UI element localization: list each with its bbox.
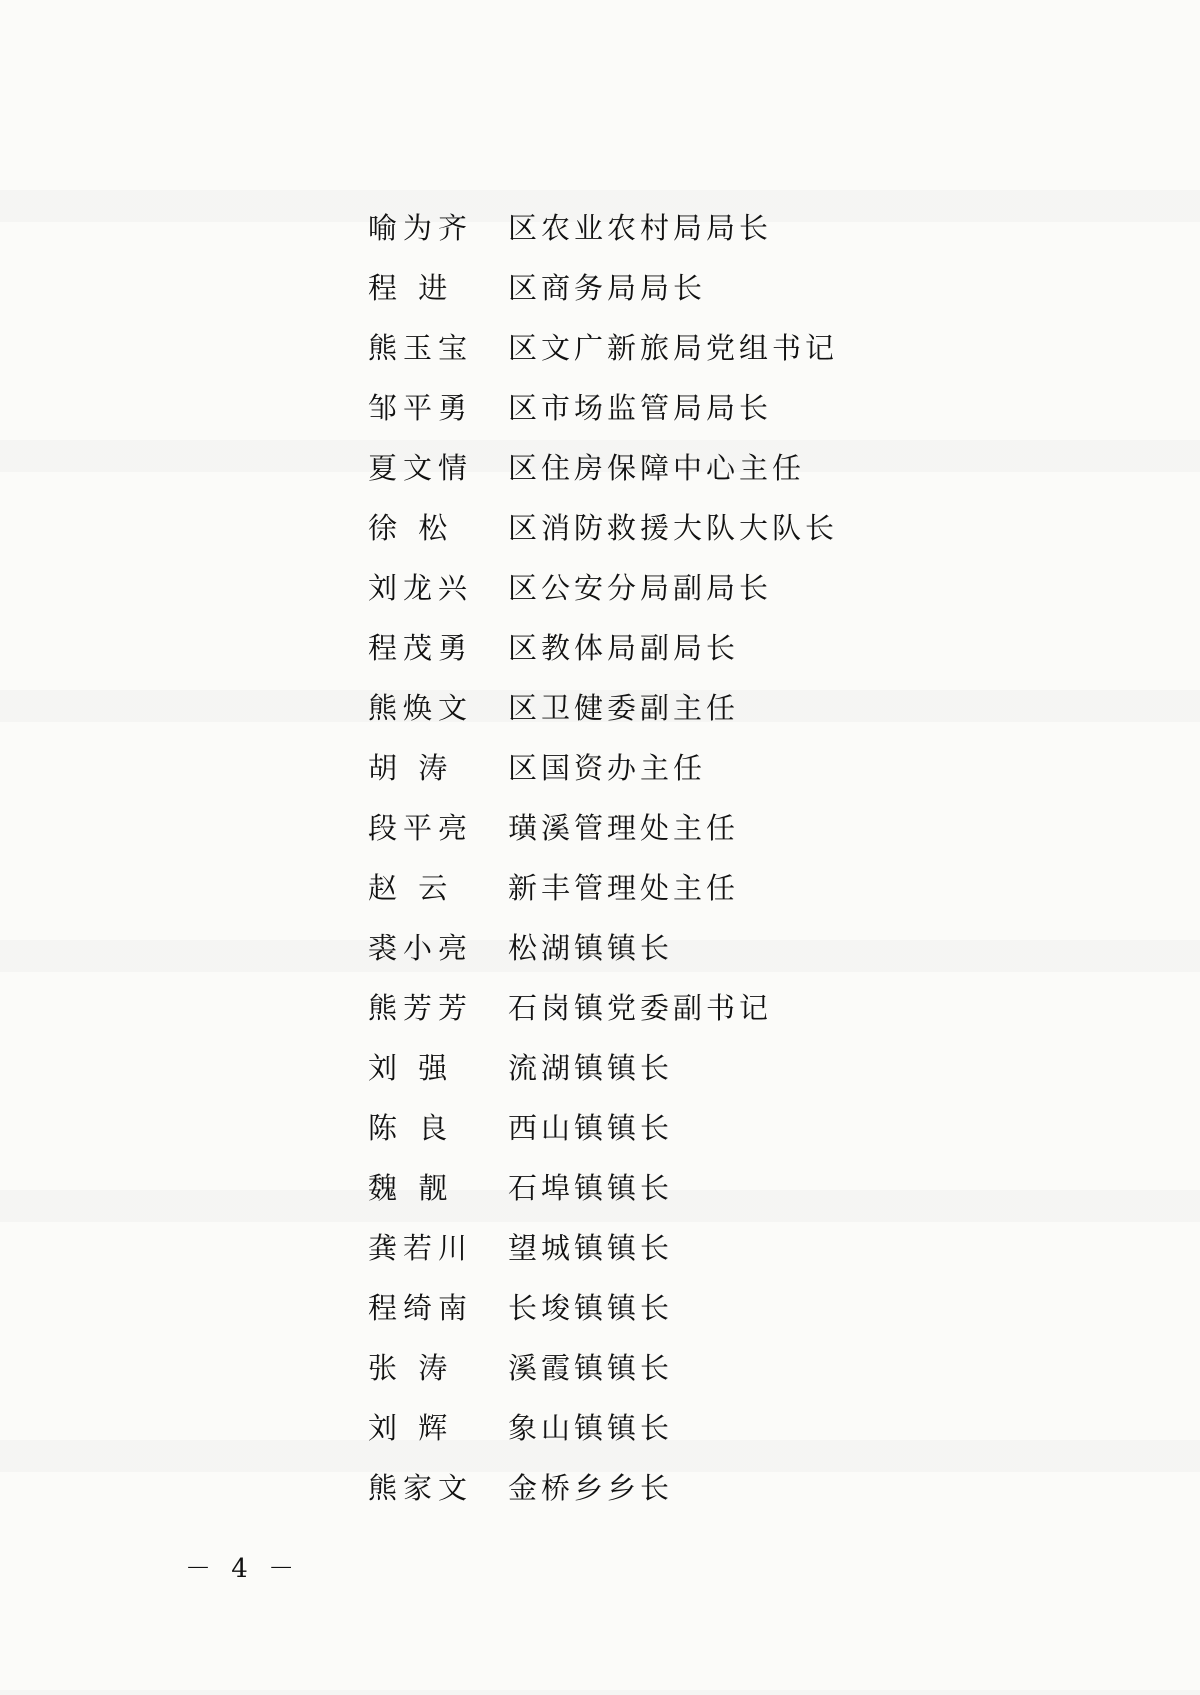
page-number: － 4 －: [185, 1554, 301, 1584]
member-name: 裘小亮: [368, 930, 474, 965]
list-item: [368, 376, 838, 436]
member-name: 刘龙兴: [368, 570, 474, 605]
member-name: 陈 良: [368, 1110, 454, 1145]
list-item: [368, 496, 838, 556]
list-item: [368, 736, 838, 796]
member-name: 熊芳芳: [368, 990, 474, 1025]
member-title: 象山镇镇长: [508, 1410, 674, 1445]
member-title: 松湖镇镇长: [508, 930, 674, 965]
member-title: 区住房保障中心主任: [508, 450, 806, 485]
member-title: 石岗镇党委副书记: [508, 990, 773, 1025]
member-name: 龚若川: [368, 1230, 474, 1265]
member-title: 新丰管理处主任: [508, 870, 740, 905]
member-name: 程茂勇: [368, 630, 474, 665]
member-title: 长埈镇镇长: [508, 1290, 674, 1325]
member-title: 区商务局局长: [508, 270, 707, 305]
member-title: 璜溪管理处主任: [508, 810, 740, 845]
member-name: 熊玉宝: [368, 330, 474, 365]
member-name: 刘 辉: [368, 1410, 454, 1445]
member-name: 段平亮: [368, 810, 474, 845]
member-name: 刘 强: [368, 1050, 454, 1085]
member-name: 熊焕文: [368, 690, 474, 725]
member-name: 邹平勇: [368, 390, 474, 425]
list-item: [368, 976, 838, 1036]
list-item: [368, 916, 838, 976]
list-item: [368, 796, 838, 856]
list-item: [368, 1216, 838, 1276]
member-title: 溪霞镇镇长: [508, 1350, 674, 1385]
list-item: [368, 1096, 838, 1156]
member-title: 区卫健委副主任: [508, 690, 740, 725]
member-name: 徐 松: [368, 510, 454, 545]
list-item: [368, 1396, 838, 1456]
member-title: 区文广新旅局党组书记: [508, 330, 839, 365]
member-name: 程绮南: [368, 1290, 474, 1325]
list-item: [368, 316, 838, 376]
member-name: 夏文情: [368, 450, 474, 485]
member-title: 西山镇镇长: [508, 1110, 674, 1145]
list-item: [368, 1156, 838, 1216]
member-name: 魏 靓: [368, 1170, 454, 1205]
list-item: [368, 1276, 838, 1336]
list-item: [368, 1036, 838, 1096]
list-item: [368, 1336, 838, 1396]
list-item: [368, 436, 838, 496]
list-item: [368, 616, 838, 676]
member-title: 区消防救援大队大队长: [508, 510, 839, 545]
member-title: 金桥乡乡长: [508, 1470, 674, 1505]
list-item: [368, 256, 838, 316]
member-name: 喻为齐: [368, 210, 474, 245]
list-item: [368, 1456, 838, 1516]
list-item: [368, 556, 838, 616]
member-title: 区农业农村局局长: [508, 210, 773, 245]
member-title: 区国资办主任: [508, 750, 707, 785]
member-title: 望城镇镇长: [508, 1230, 674, 1265]
member-name: 程 进: [368, 270, 454, 305]
member-list: [368, 196, 838, 1516]
list-item: [368, 856, 838, 916]
list-item: [368, 676, 838, 736]
member-name: 胡 涛: [368, 750, 454, 785]
member-title: 区教体局副局长: [508, 630, 740, 665]
member-name: 赵 云: [368, 870, 454, 905]
member-name: 熊家文: [368, 1470, 474, 1505]
member-name: 张 涛: [368, 1350, 454, 1385]
member-title: 石埠镇镇长: [508, 1170, 674, 1205]
list-item: [368, 196, 838, 256]
member-title: 流湖镇镇长: [508, 1050, 674, 1085]
member-title: 区公安分局副局长: [508, 570, 773, 605]
member-title: 区市场监管局局长: [508, 390, 773, 425]
